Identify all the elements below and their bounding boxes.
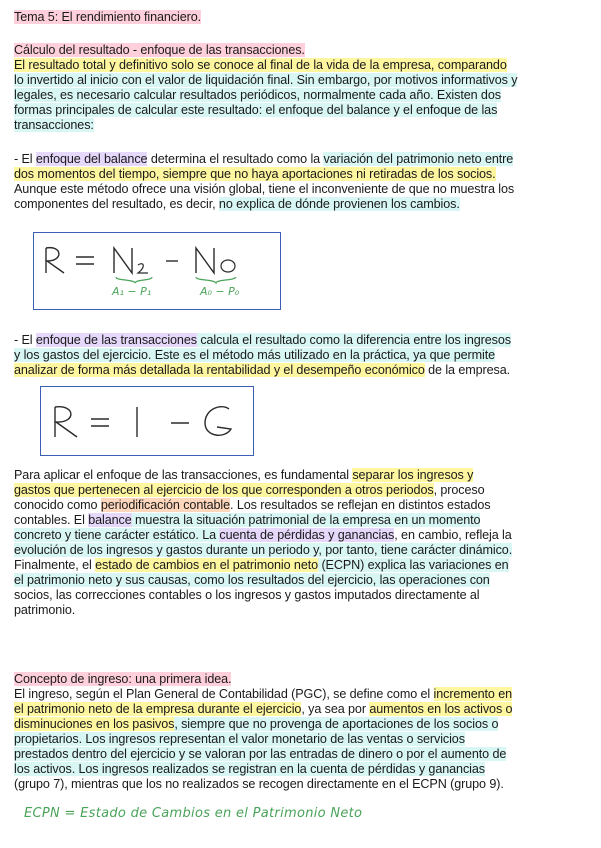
- paragraph-line: los activos. Los ingresos realizados se registran en la cuenta de pérdidas y ganancias: [14, 762, 485, 776]
- paragraph-line: propietarios. Los ingresos representan el valor monetario de las ventas o servicios: [14, 732, 465, 746]
- paragraph-line: socios, las correcciones contables o los ingresos y gastos imputados directamente al: [14, 588, 480, 602]
- paragraph-line: conocido como periodificación contable. Los resultados se reflejan en distintos estados: [14, 498, 491, 512]
- paragraph-line: el patrimonio neto de la empresa durante el ejercicio, ya sea por aumentos en los activos o: [14, 702, 513, 716]
- formula-sub-left: A₁ − P₁: [112, 285, 152, 298]
- formula-box-balance: [33, 232, 281, 310]
- paragraph-line: gastos que pertenecen al ejercicio de los que corresponden a otros periodos, proceso: [14, 483, 485, 497]
- paragraph-line: (grupo 7), mientras que los no realizados se recogen directamente en el ECPN (grupo 9).: [14, 777, 504, 791]
- paragraph-line: transacciones:: [14, 118, 94, 132]
- paragraph-line: Para aplicar el enfoque de las transacciones, es fundamental separar los ingresos y: [14, 468, 474, 482]
- paragraph-line: y los gastos del ejercicio. Este es el método más utilizado en la práctica, ya que permite: [14, 348, 496, 362]
- paragraph-line: El ingreso, según el Plan General de Contabilidad (PGC), se define como el incremento en: [14, 687, 513, 701]
- paragraph-line: el patrimonio neto y sus causas, como los resultados del ejercicio, las operaciones con: [14, 573, 490, 587]
- paragraph-line: lo invertido al inicio con el valor de liquidación final. Sin embargo, por motivos informativos y: [14, 73, 518, 87]
- paragraph-line: analizar de forma más detallada la rentabilidad y el desempeño económico de la empresa.: [14, 363, 511, 377]
- paragraph-line: disminuciones en los pasivos, siempre que no provenga de aportaciones de los socios o: [14, 717, 499, 731]
- paragraph-line: legales, es necesario calcular resultados periódicos, normalmente cada año. Existen dos: [14, 88, 501, 102]
- section-heading: Concepto de ingreso: una primera idea.: [14, 672, 232, 686]
- formula-balance-drawing: [34, 233, 280, 309]
- paragraph-line: evolución de los ingresos y gastos durante un periodo y, por tanto, tiene carácter dinámico.: [14, 543, 513, 557]
- paragraph-line: formas principales de calcular este resultado: el enfoque del balance y el enfoque de las: [14, 103, 498, 117]
- formula-box-transactions: [40, 386, 254, 456]
- page-title: Tema 5: El rendimiento financiero.: [14, 10, 202, 24]
- paragraph-line: concreto y tiene carácter estático. La cuenta de pérdidas y ganancias, en cambio, refleja la: [14, 528, 512, 542]
- paragraph-line: - El enfoque del balance determina el resultado como la variación del patrimonio neto entre: [14, 152, 514, 166]
- paragraph-line: contables. El balance muestra la situación patrimonial de la empresa en un momento: [14, 513, 481, 527]
- formula-transactions-drawing: [41, 387, 253, 455]
- paragraph-line: El resultado total y definitivo solo se conoce al final de la vida de la empresa, comparando: [14, 58, 507, 72]
- paragraph-line: Finalmente, el estado de cambios en el patrimonio neto (ECPN) explica las variaciones en: [14, 558, 509, 572]
- paragraph-line: patrimonio.: [14, 603, 76, 617]
- formula-sub-right: A₀ − P₀: [200, 285, 240, 298]
- paragraph-line: componentes del resultado, es decir, no explica de dónde provienen los cambios.: [14, 197, 460, 211]
- paragraph-line: Aunque este método ofrece una visión global, tiene el inconveniente de que no muestra los: [14, 182, 515, 196]
- paragraph-line: dos momentos del tiempo, siempre que no haya aportaciones ni retiradas de los socios.: [14, 167, 496, 181]
- handwritten-note: ECPN = Estado de Cambios en el Patrimonio Neto: [24, 806, 363, 821]
- section-heading: Cálculo del resultado - enfoque de las transacciones.: [14, 43, 305, 57]
- paragraph-line: prestados dentro del ejercicio y se valoran por las entradas de dinero o por el aumento de: [14, 747, 507, 761]
- paragraph-line: - El enfoque de las transacciones calcula el resultado como la diferencia entre los ingresos: [14, 333, 511, 347]
